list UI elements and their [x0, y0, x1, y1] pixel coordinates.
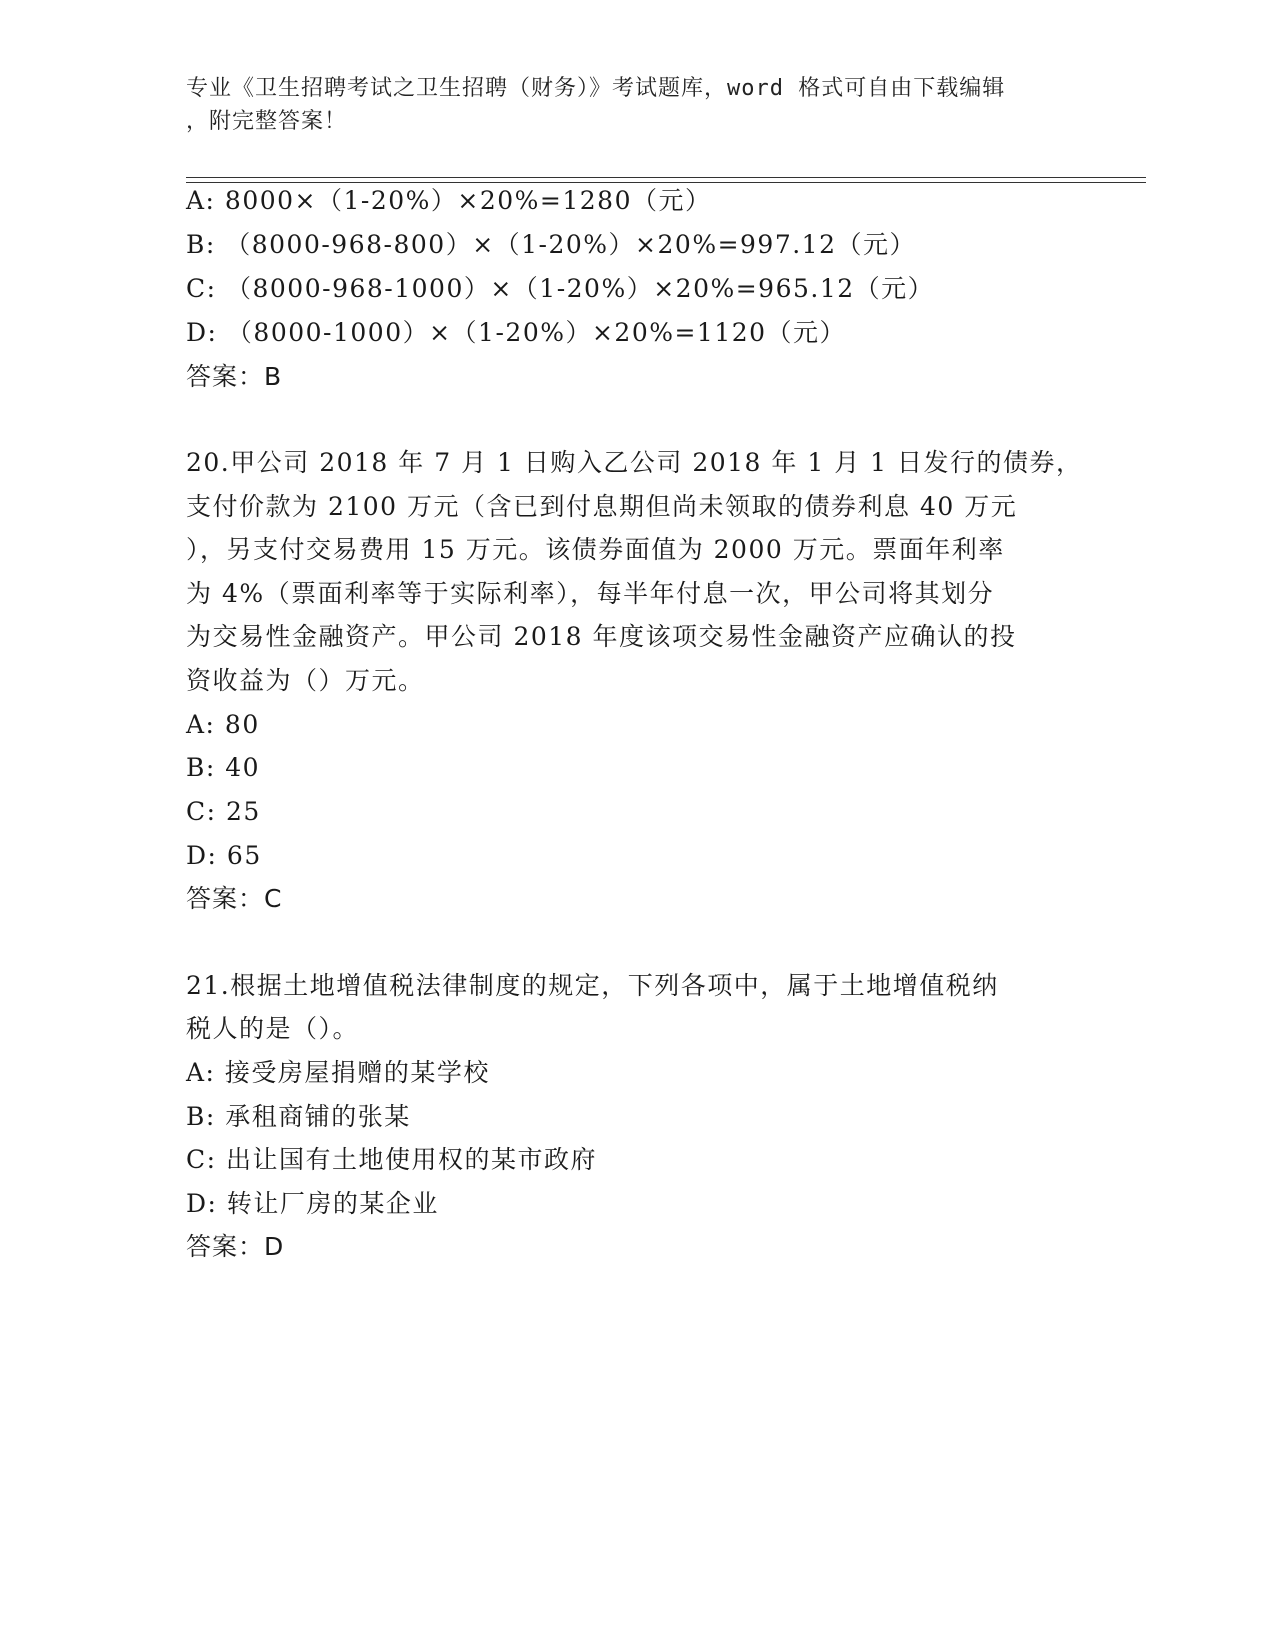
q20-stem-line-3: ），另支付交易费用 15 万元。该债券面值为 2000 万元。票面年利率 [186, 535, 1005, 564]
q20-option-a: A: 80 [186, 710, 260, 739]
q21-option-d: D: 转让厂房的某企业 [186, 1189, 439, 1218]
q21-option-a: A: 接受房屋捐赠的某学校 [186, 1058, 490, 1087]
q19-answer: 答案：B [186, 362, 283, 391]
q20-option-b: B: 40 [186, 753, 261, 782]
q20-option-c: C: 25 [186, 797, 261, 826]
q21-option-b: B: 承租商铺的张某 [186, 1102, 411, 1131]
q20-option-d: D: 65 [186, 841, 262, 870]
header-line-2: ，附完整答案！ [186, 109, 348, 134]
q20-stem-line-4: 为 4%（票面利率等于实际利率），每半年付息一次，甲公司将其划分 [186, 579, 995, 608]
q20-stem-line-5: 为交易性金融资产。甲公司 2018 年度该项交易性金融资产应确认的投 [186, 622, 1017, 651]
q20-stem-line-2: 支付价款为 2100 万元（含已到付息期但尚未领取的债券利息 40 万元 [186, 492, 1018, 521]
q21-stem-line-2: 税人的是（）。 [186, 1014, 360, 1043]
header-line-1: 专业《卫生招聘考试之卫生招聘（财务）》考试题库，word 格式可自由下载编辑 [186, 76, 1006, 101]
q19-option-c: C: （8000-968-1000）×（1-20%）×20%=965.12（元） [186, 274, 935, 303]
header-rule-bottom [186, 182, 1146, 183]
document-header [186, 72, 1086, 138]
q20-answer: 答案：C [186, 884, 283, 913]
q19-option-a: A: 8000×（1-20%）×20%=1280（元） [186, 186, 712, 215]
q21-option-c: C: 出让国有土地使用权的某市政府 [186, 1145, 597, 1174]
q19-option-d: D: （8000-1000）×（1-20%）×20%=1120（元） [186, 318, 847, 347]
q21-stem-line-1: 21.根据土地增值税法律制度的规定，下列各项中，属于土地增值税纳 [186, 971, 999, 1000]
q21-answer: 答案：D [186, 1232, 285, 1261]
header-rule-top [186, 177, 1146, 178]
q20-stem-line-1: 20.甲公司 2018 年 7 月 1 日购入乙公司 2018 年 1 月 1 日发行的债券， [186, 448, 1083, 477]
q20-stem-line-6: 资收益为（）万元。 [186, 666, 425, 695]
q19-option-b: B: （8000-968-800）×（1-20%）×20%=997.12（元） [186, 230, 916, 259]
